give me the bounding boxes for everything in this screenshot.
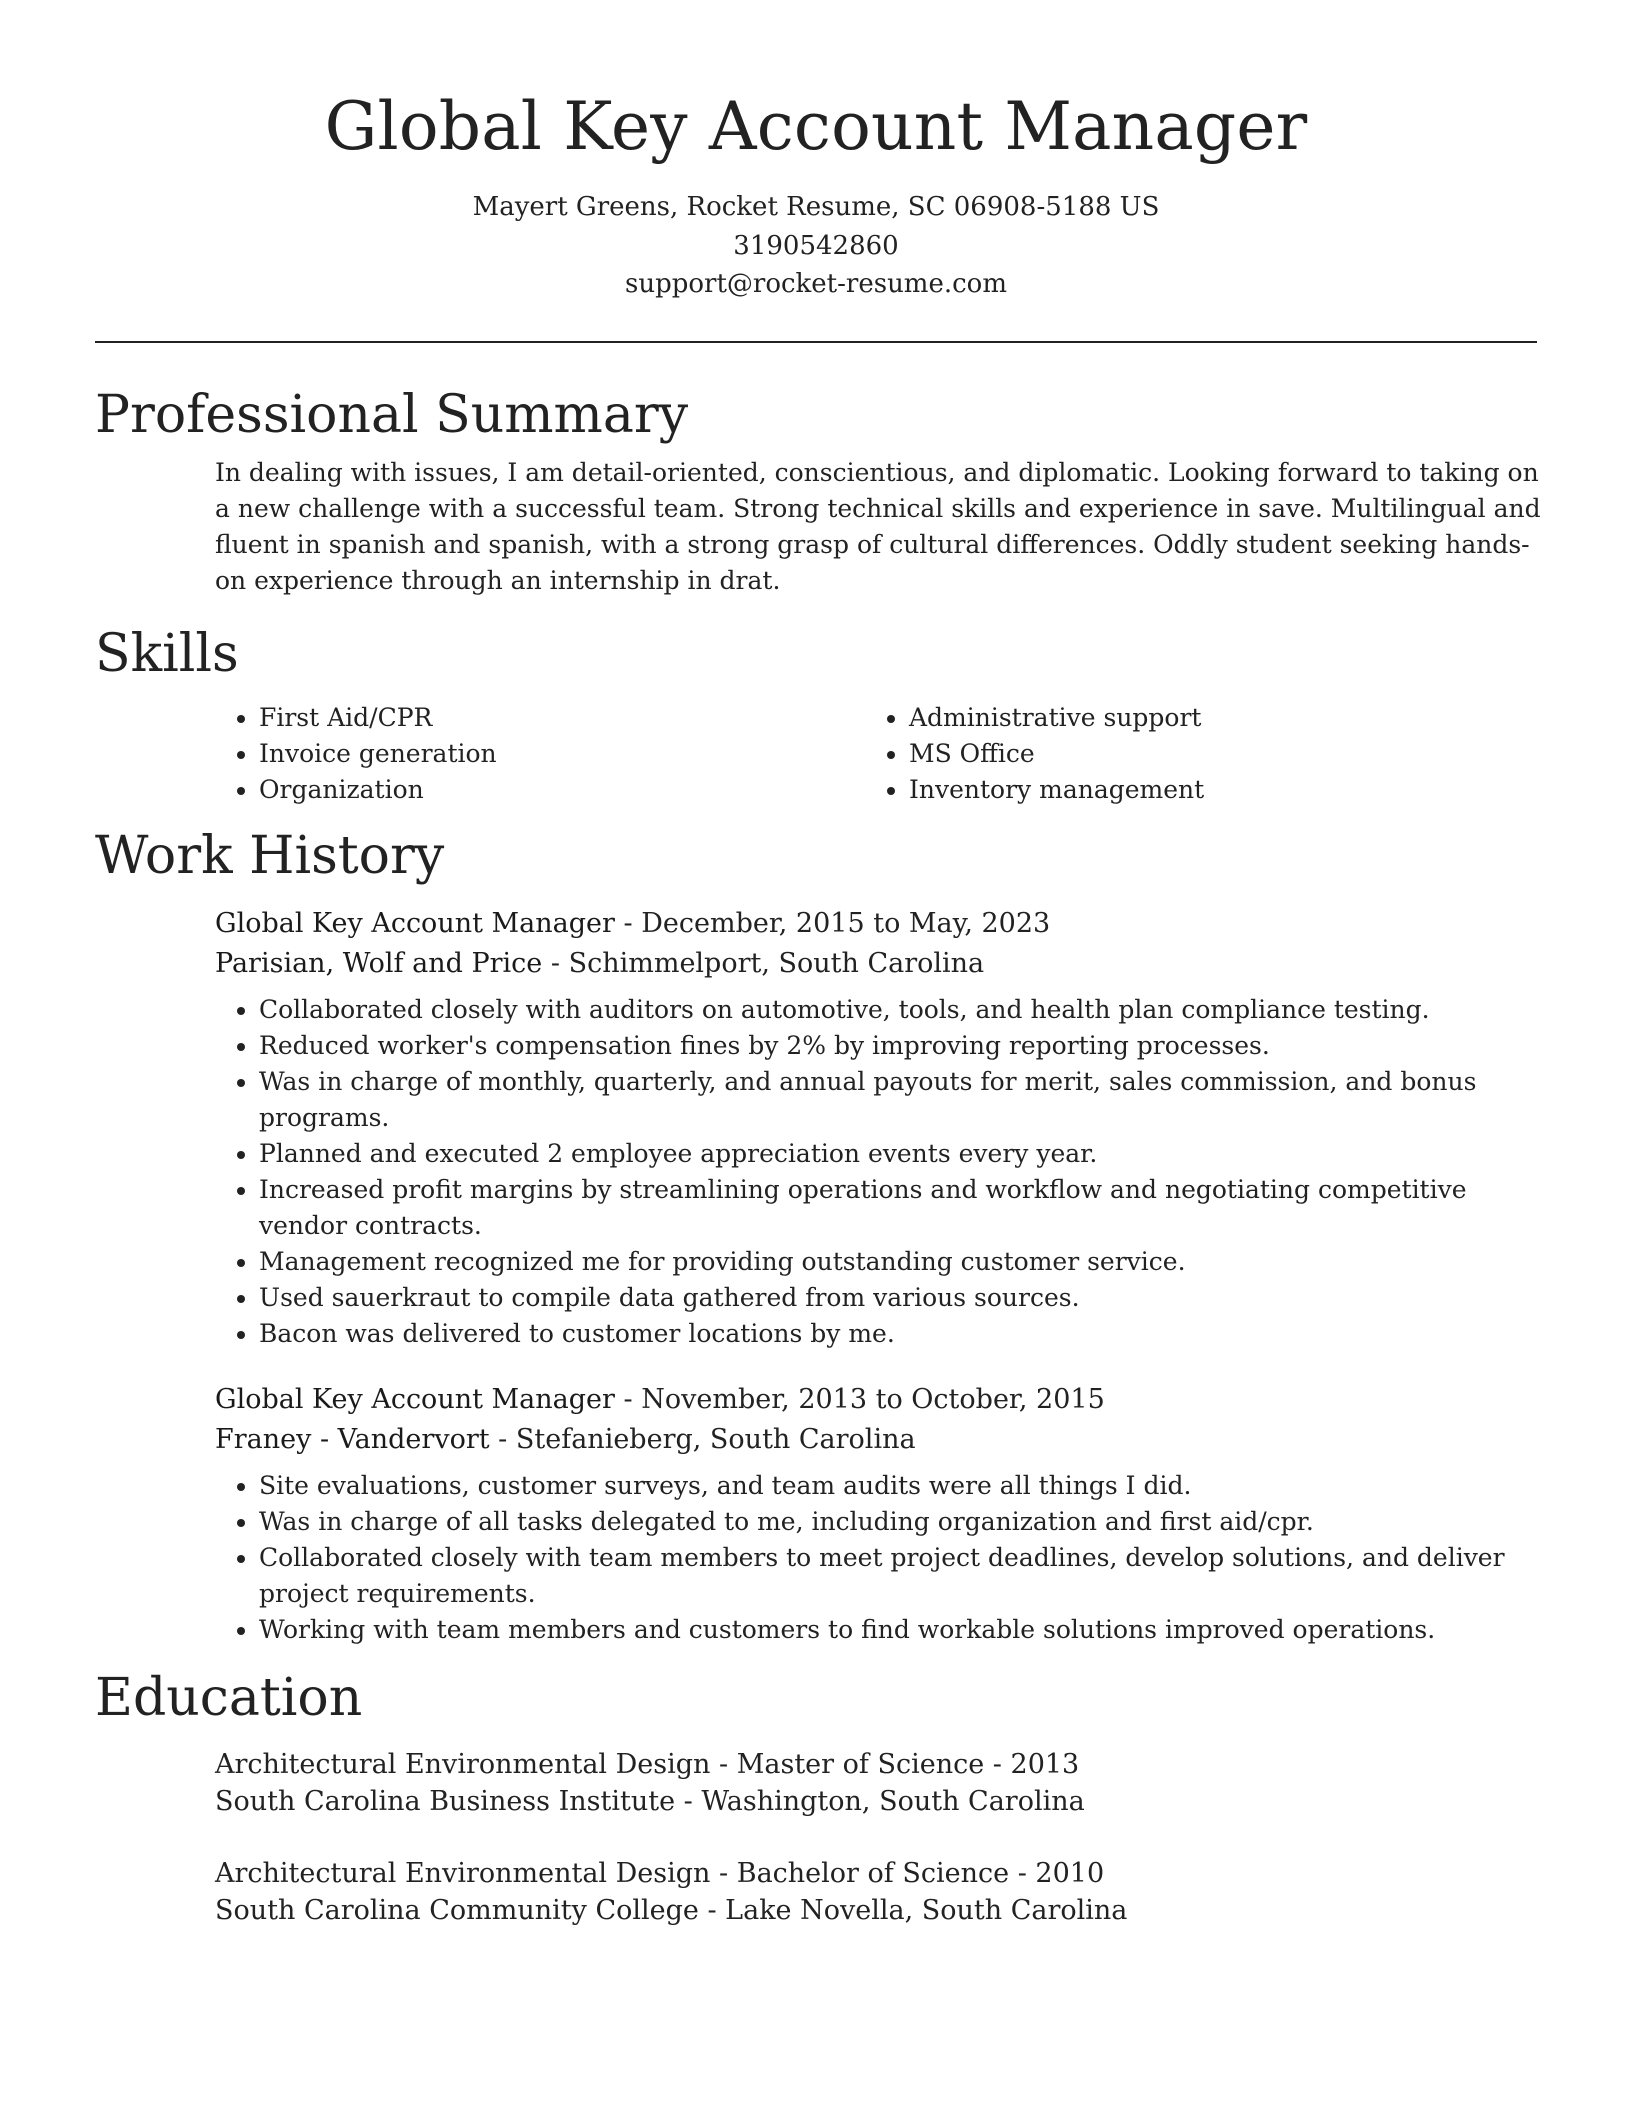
education-heading: Education [95, 1667, 363, 1728]
job-employer-line: Franey - Vandervort - Stefanieberg, South Carolina [215, 1423, 916, 1455]
job-location: Stefanieberg, South Carolina [515, 1423, 916, 1455]
job-bullet: • Was in charge of monthly, quarterly, and annual payouts for merit, sales commission, and bonus programs. [259, 1064, 1549, 1136]
skill-item: • Inventory management [909, 772, 1515, 808]
job-bullet: • Collaborated closely with team members to meet project deadlines, develop solutions, and deliver project requirements. [259, 1540, 1549, 1612]
job-bullet: • Site evaluations, customer surveys, and team audits were all things I did. [259, 1468, 1549, 1504]
education-degree: Master of Science [736, 1748, 985, 1780]
resume-name: Global Key Account Manager [324, 88, 1308, 165]
education-degree-line: Architectural Environmental Design - Master of Science - 2013 [215, 1748, 1080, 1780]
education-section [215, 1746, 1537, 1930]
job-position: Global Key Account Manager [215, 1383, 615, 1415]
job-bullet: • Increased profit margins by streamlining operations and workflow and negotiating competitive vendor contracts. [259, 1172, 1549, 1244]
job-bullet: • Collaborated closely with auditors on automotive, tools, and health plan compliance testing. [259, 992, 1549, 1028]
job-dates: December, 2015 to May, 2023 [641, 907, 1051, 939]
education-entry [215, 1855, 1537, 1930]
job-employer: Franey - Vandervort [215, 1423, 490, 1455]
education-location: Washington, South Carolina [701, 1786, 1085, 1817]
contact-email: support@rocket-resume.com [624, 269, 1007, 299]
work-history-section [215, 904, 1537, 1648]
job-employer-line: Parisian, Wolf and Price - Schimmelport, South Carolina [215, 947, 985, 979]
education-entry [215, 1746, 1537, 1821]
skill-item: • First Aid/CPR [259, 700, 865, 736]
job-bullet: • Management recognized me for providing outstanding customer service. [259, 1244, 1549, 1280]
job-entry [215, 904, 1537, 1352]
education-year: 2010 [1035, 1857, 1105, 1889]
education-degree: Bachelor of Science [736, 1857, 1010, 1889]
education-school-line: South Carolina Business Institute - Washington, South Carolina [215, 1786, 1085, 1817]
summary-heading: Professional Summary [95, 384, 689, 445]
header-divider [95, 341, 1537, 343]
education-field: Architectural Environmental Design [215, 1748, 711, 1780]
job-bullet: • Used sauerkraut to compile data gathered from various sources. [259, 1280, 1549, 1316]
job-location: Schimmelport, South Carolina [568, 947, 985, 979]
job-bullet: • Working with team members and customers to find workable solutions improved operations. [259, 1612, 1549, 1648]
job-title-line: Global Key Account Manager - November, 2013 to October, 2015 [215, 1383, 1105, 1415]
education-school-line: South Carolina Community College - Lake Novella, South Carolina [215, 1895, 1128, 1926]
skill-item: • Invoice generation [259, 736, 865, 772]
skills-section [215, 700, 1537, 808]
job-bullet: • Planned and executed 2 employee appreciation events every year. [259, 1136, 1549, 1172]
education-school: South Carolina Community College [215, 1895, 699, 1926]
skill-item: • Organization [259, 772, 865, 808]
summary-section [215, 455, 1541, 599]
education-year: 2013 [1010, 1748, 1080, 1780]
education-location: Lake Novella, South Carolina [725, 1895, 1128, 1926]
job-employer: Parisian, Wolf and Price [215, 947, 543, 979]
job-bullet: • Was in charge of all tasks delegated to me, including organization and first aid/cpr. [259, 1504, 1549, 1540]
contact-phone: 3190542860 [733, 230, 899, 261]
contact-block [95, 188, 1537, 304]
job-bullet: • Bacon was delivered to customer locations by me. [259, 1316, 1549, 1352]
skill-item: • Administrative support [909, 700, 1515, 736]
resume-page [95, 0, 1541, 1930]
skills-heading: Skills [95, 623, 239, 684]
work-history-heading: Work History [95, 825, 445, 886]
skills-list-left [215, 700, 865, 808]
skills-list-right [865, 700, 1515, 808]
job-entry [215, 1380, 1537, 1648]
summary-text: In dealing with issues, I am detail-oriented, conscientious, and diplomatic. Looking forward to taking on a new challenge with a successful team. Strong technical skills and experience in save. Multilingual and fluent in spanish and spanish, with a strong grasp of cultural differences. Oddly student seeking hands-on experience through an internship in drat. [215, 457, 1541, 595]
job-title-line: Global Key Account Manager - December, 2015 to May, 2023 [215, 907, 1051, 939]
job-bullets [215, 992, 1549, 1352]
resume-header [95, 0, 1537, 304]
education-school: South Carolina Business Institute [215, 1786, 676, 1817]
job-bullets [215, 1468, 1549, 1648]
contact-address: Mayert Greens, Rocket Resume, SC 06908-5188 US [472, 192, 1160, 222]
job-dates: November, 2013 to October, 2015 [641, 1383, 1105, 1415]
education-degree-line: Architectural Environmental Design - Bachelor of Science - 2010 [215, 1857, 1105, 1889]
job-bullet: • Reduced worker's compensation fines by 2% by improving reporting processes. [259, 1028, 1549, 1064]
skills-grid [215, 700, 1537, 808]
education-field: Architectural Environmental Design [215, 1857, 711, 1889]
skill-item: • MS Office [909, 736, 1515, 772]
job-position: Global Key Account Manager [215, 907, 615, 939]
